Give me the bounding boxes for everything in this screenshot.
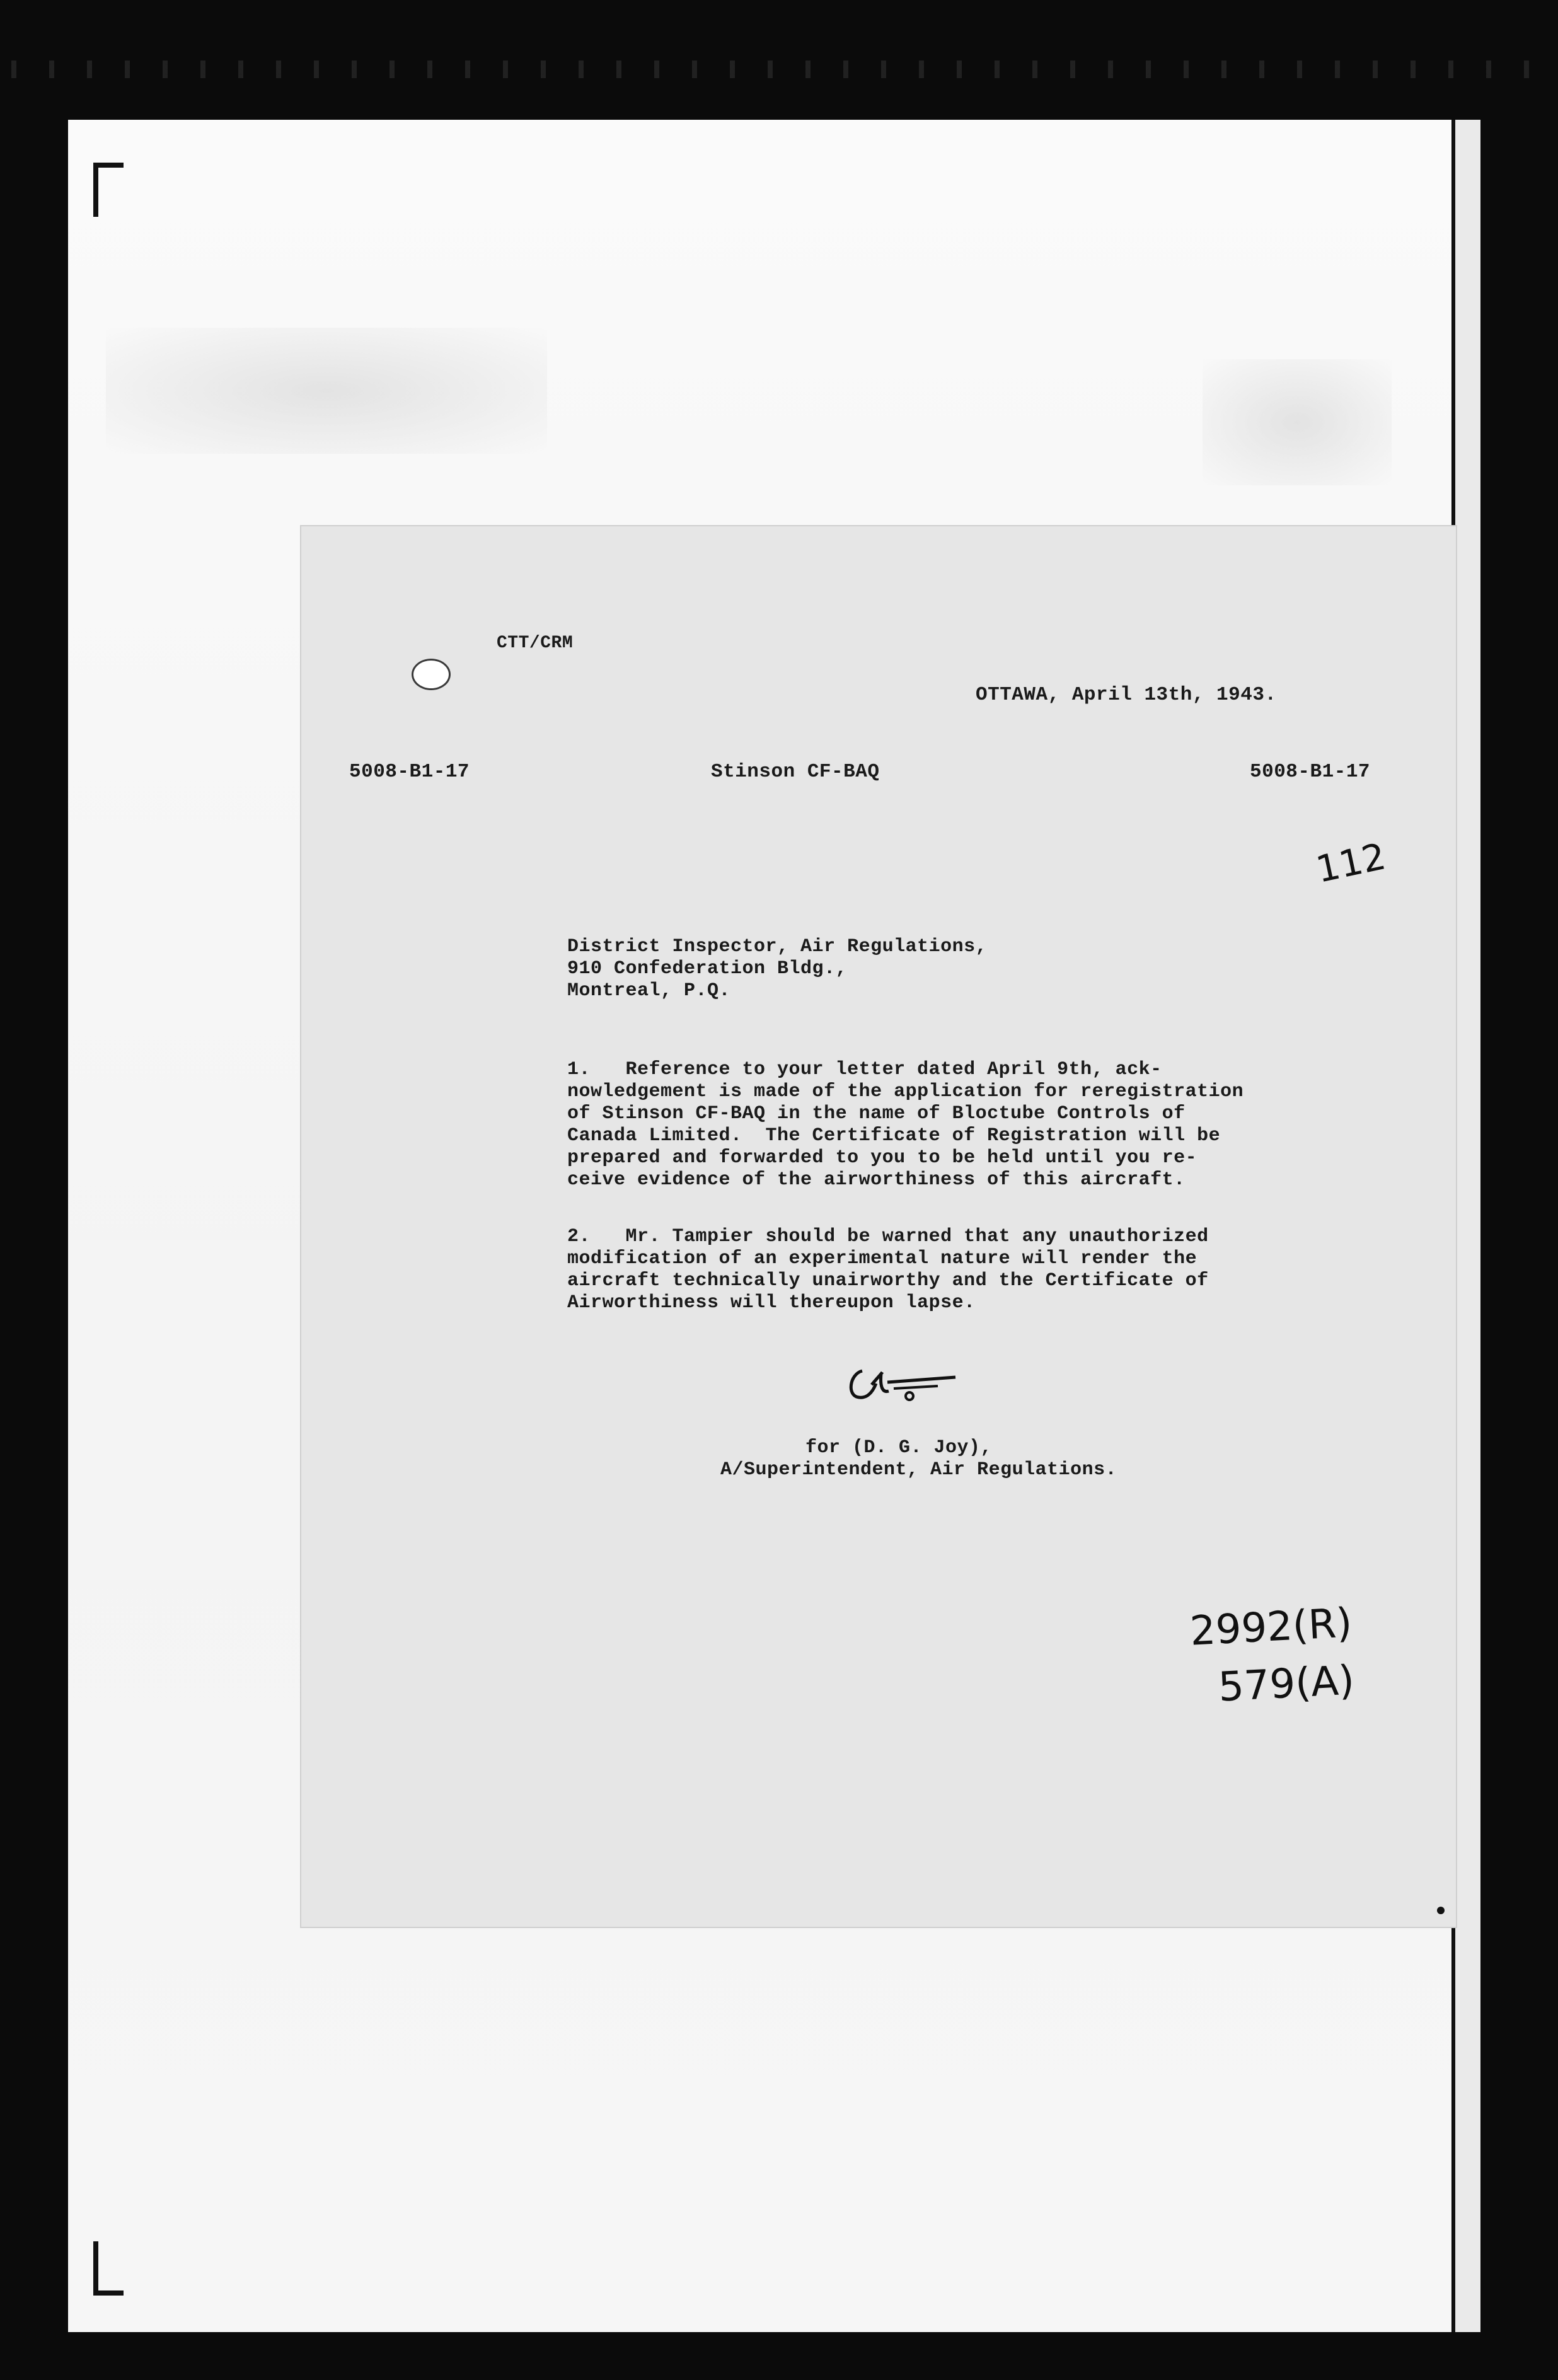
paragraph-1-line: nowledgement is made of the application for reregistration [567,1081,1244,1102]
paper-smudge [106,328,547,454]
paragraph-2-line: Airworthiness will thereupon lapse. [567,1292,976,1314]
ink-dot [1437,1907,1445,1914]
paragraph-1-line: 1. Reference to your letter dated April 9th, ack- [567,1059,1162,1080]
paragraph-1-line: of Stinson CF-BAQ in the name of Bloctube Controls of [567,1103,1186,1124]
file-number-right: 5008-B1-17 [1250,761,1371,783]
letter-sheet [301,526,1456,1927]
handwritten-page-number: 112 [1312,835,1390,891]
paragraph-1-line: Canada Limited. The Certificate of Registration will be [567,1125,1221,1147]
crop-mark-top-left [93,163,124,217]
reference-initials: CTT/CRM [497,633,574,653]
address-line: District Inspector, Air Regulations, [567,936,988,957]
paragraph-2-line: 2. Mr. Tampier should be warned that any unauthorized [567,1226,1209,1247]
dateline: OTTAWA, April 13th, 1943. [976,684,1277,706]
signature-initials [843,1358,969,1415]
handwritten-note-line: 2992(R) [1189,1600,1354,1655]
signature-title: A/Superintendent, Air Regulations. [720,1459,1117,1481]
punch-hole [412,659,451,690]
address-line: Montreal, P.Q. [567,980,731,1002]
paragraph-1-line: prepared and forwarded to you to be held until you re- [567,1147,1197,1169]
subject-line: Stinson CF-BAQ [711,761,880,783]
crop-mark-bottom-left [93,2241,124,2296]
paragraph-2-line: aircraft technically unairworthy and the Certificate of [567,1270,1209,1291]
address-line: 910 Confederation Bldg., [567,958,848,979]
paper-smudge [1203,359,1392,485]
signature-line: for (D. G. Joy), [805,1437,993,1459]
paragraph-1-line: ceive evidence of the airworthiness of this aircraft. [567,1169,1186,1191]
film-edge-top [0,61,1558,78]
handwritten-note-line: 579(A) [1217,1657,1356,1711]
paragraph-2-line: modification of an experimental nature will render the [567,1248,1197,1269]
file-number-left: 5008-B1-17 [349,761,470,783]
mount-edge-strip [1453,120,1480,2332]
